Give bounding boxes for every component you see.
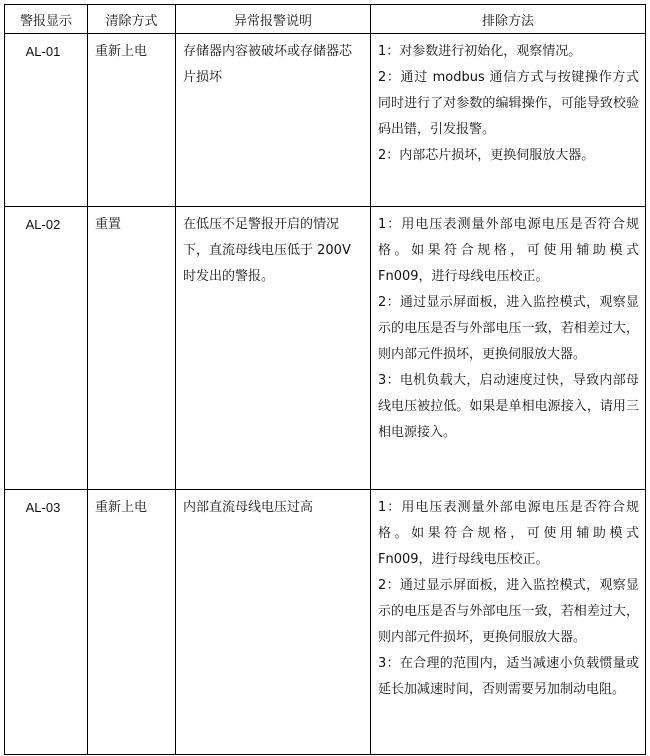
alarm-code-cell	[5, 207, 88, 490]
alarm-code: AL-02	[25, 217, 61, 232]
header-alarm-description: 异常报警说明	[176, 5, 371, 34]
alarm-code-cell	[5, 490, 88, 755]
header-clear-method: 清除方式	[88, 5, 176, 34]
troubleshooting-step: 2：内部芯片损坏，更换伺服放大器。	[378, 148, 595, 163]
header-row	[5, 5, 646, 34]
clear-method: 重新上电	[95, 500, 148, 515]
header-alarm-display: 警报显示	[5, 5, 88, 34]
troubleshooting-step: 2：通过 modbus 通信方式与按键操作方式同时进行了对参数的编辑操作，可能导致校验码出错，引发报警。	[378, 70, 639, 137]
clear-method: 重置	[95, 217, 122, 232]
troubleshooting-cell	[371, 34, 646, 207]
clear-method-cell	[88, 34, 176, 207]
clear-method-cell	[88, 207, 176, 490]
troubleshooting-step: 1：用电压表测量外部电源电压是否符合规格。如果符合规格，可使用辅助模式 Fn009，进行母线电压校正。	[378, 500, 639, 567]
alarm-description: 内部直流母线电压过高	[183, 500, 314, 515]
table-row	[5, 207, 646, 490]
alarm-code: AL-01	[25, 44, 61, 59]
troubleshooting-step: 3：在合理的范围内，适当减速小负载惯量或延长加减速时间，否则需要另加制动电阻。	[378, 656, 639, 697]
troubleshooting-cell	[371, 490, 646, 755]
alarm-table	[4, 4, 646, 755]
header-troubleshooting: 排除方法	[371, 5, 646, 34]
troubleshooting-step: 2：通过显示屏面板，进入监控模式，观察显示的电压是否与外部电压一致，若相差过大，则内部元件损坏，更换伺服放大器。	[378, 295, 639, 362]
troubleshooting-step: 1：用电压表测量外部电源电压是否符合规格。如果符合规格，可使用辅助模式 Fn009，进行母线电压校正。	[378, 217, 639, 284]
table-row	[5, 490, 646, 755]
troubleshooting-cell	[371, 207, 646, 490]
alarm-description: 存储器内容被破坏或存储器芯片损坏	[183, 44, 353, 85]
table-row	[5, 34, 646, 207]
alarm-code-cell	[5, 34, 88, 207]
alarm-description: 在低压不足警报开启的情况下，直流母线电压低于 200V 时发出的警报。	[183, 217, 351, 284]
clear-method: 重新上电	[95, 44, 148, 59]
description-cell	[176, 207, 371, 490]
description-cell	[176, 34, 371, 207]
troubleshooting-step: 3：电机负载大，启动速度过快，导致内部母线电压被拉低。如果是单相电源接入，请用三相电源接入。	[378, 373, 639, 440]
clear-method-cell	[88, 490, 176, 755]
troubleshooting-step: 2：通过显示屏面板，进入监控模式，观察显示的电压是否与外部电压一致，若相差过大，则内部元件损坏，更换伺服放大器。	[378, 578, 639, 645]
description-cell	[176, 490, 371, 755]
troubleshooting-step: 1：对参数进行初始化，观察情况。	[378, 44, 582, 59]
alarm-code: AL-03	[25, 500, 61, 515]
